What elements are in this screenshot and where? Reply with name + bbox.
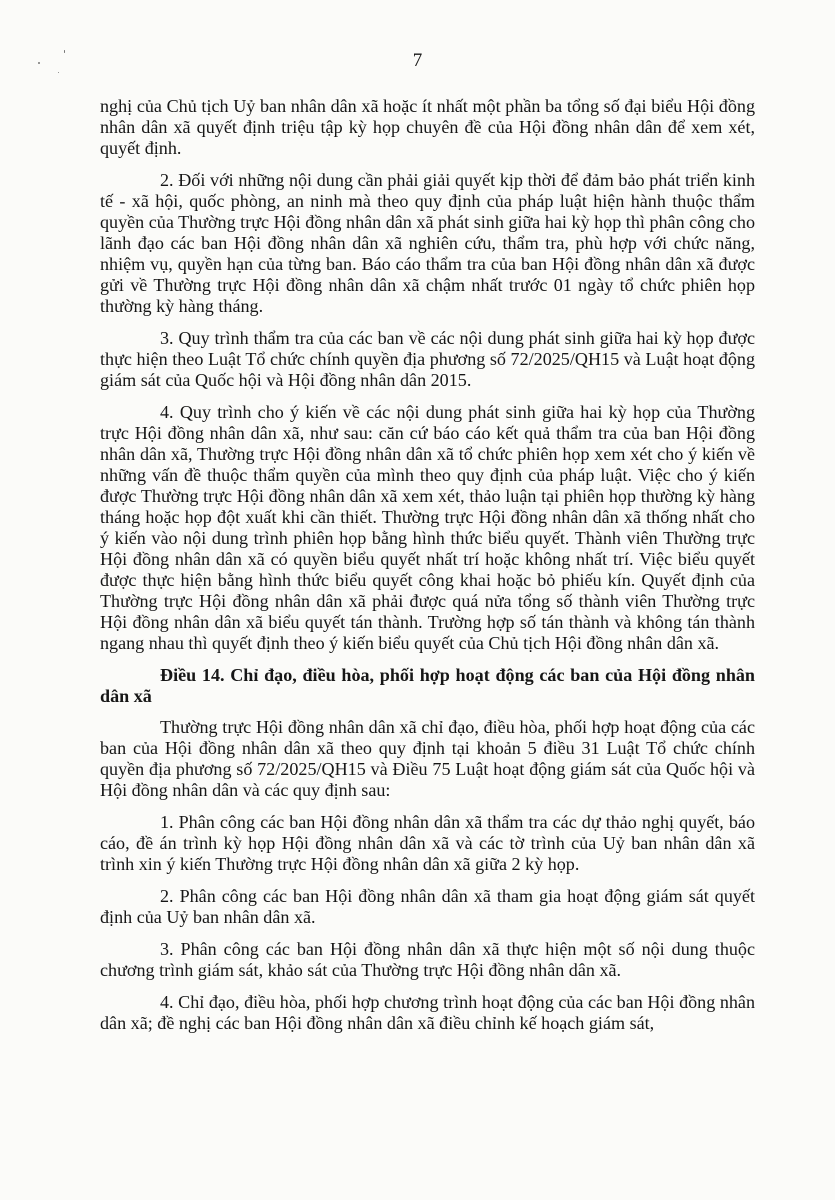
article-14-item-4: 4. Chỉ đạo, điều hòa, phối hợp chương trình hoạt động của các ban Hội đồng nhân dân xã; đề nghị các ban Hội đồng nhân dân xã điều chỉnh kế hoạch giám sát, (100, 992, 755, 1033)
article-14-item-3: 3. Phân công các ban Hội đồng nhân dân xã thực hiện một số nội dung thuộc chương trình giám sát, khảo sát của Thường trực Hội đồng nhân dân xã. (100, 939, 755, 980)
page-number: 7 (412, 50, 423, 71)
paragraph-item-2: 2. Đối với những nội dung cần phải giải quyết kịp thời để đảm bảo phát triển kinh tế - xã hội, quốc phòng, an ninh mà theo quy định của pháp luật hiện hành thuộc thẩm quyền của Thường trực Hội đồng nhân dân xã phát sinh giữa hai kỳ họp thì phân công cho lãnh đạo các ban Hội đồng nhân dân xã nghiên cứu, thẩm tra, phù hợp với chức năng, nhiệm vụ, quyền hạn của từng ban. Báo cáo thẩm tra của ban Hội đồng nhân dân xã được gửi về Thường trực Hội đồng nhân dân xã chậm nhất trước 01 ngày tổ chức phiên họp thường kỳ hàng tháng. (100, 170, 755, 316)
paragraph-item-3: 3. Quy trình thẩm tra của các ban về các nội dung phát sinh giữa hai kỳ họp được thực hiện theo Luật Tổ chức chính quyền địa phương số 72/2025/QH15 và Luật hoạt động giám sát của Quốc hội và Hội đồng nhân dân 2015. (100, 328, 755, 390)
scan-speck (58, 72, 59, 73)
document-body (100, 96, 755, 1034)
article-14-intro: Thường trực Hội đồng nhân dân xã chỉ đạo, điều hòa, phối hợp hoạt động của các ban của Hội đồng nhân dân xã theo quy định tại khoản 5 điều 31 Luật Tổ chức chính quyền địa phương số 72/2025/QH15 và Điều 75 Luật hoạt động giám sát của Quốc hội và Hội đồng nhân dân và các quy định sau: (100, 717, 755, 800)
paragraph-item-4: 4. Quy trình cho ý kiến về các nội dung phát sinh giữa hai kỳ họp của Thường trực Hội đồng nhân dân xã, như sau: căn cứ báo cáo kết quả thẩm tra của ban Hội đồng nhân dân xã, Thường trực Hội đồng nhân dân xã tổ chức phiên họp xem xét cho ý kiến về những vấn đề thuộc thẩm quyền của mình theo quy định của pháp luật. Việc cho ý kiến được Thường trực Hội đồng nhân dân xã xem xét, thảo luận tại phiên họp thường kỳ hàng tháng hoặc họp đột xuất khi cần thiết. Thường trực Hội đồng nhân dân xã thống nhất cho ý kiến vào nội dung trình phiên họp bằng hình thức biểu quyết. Thành viên Thường trực Hội đồng nhân dân xã có quyền biểu quyết nhất trí hoặc không nhất trí. Việc biểu quyết được thực hiện bằng hình thức biểu quyết công khai hoặc bỏ phiếu kín. Quyết định của Thường trực Hội đồng nhân dân xã phải được quá nửa tổng số thành viên Thường trực Hội đồng nhân dân xã biểu quyết tán thành. Trường hợp số tán thành và không tán thành ngang nhau thì quyết định theo ý kiến biểu quyết của Chủ tịch Hội đồng nhân dân xã. (100, 402, 755, 653)
paragraph-continuation: nghị của Chủ tịch Uỷ ban nhân dân xã hoặc ít nhất một phần ba tổng số đại biểu Hội đồng nhân dân xã quyết định triệu tập kỳ họp chuyên đề của Hội đồng nhân dân để xem xét, quyết định. (100, 96, 755, 158)
article-14-item-2: 2. Phân công các ban Hội đồng nhân dân xã tham gia hoạt động giám sát quyết định của Uỷ ban nhân dân xã. (100, 886, 755, 927)
article-14-heading: Điều 14. Chỉ đạo, điều hòa, phối hợp hoạt động các ban của Hội đồng nhân dân xã (100, 665, 755, 706)
article-14-item-1: 1. Phân công các ban Hội đồng nhân dân xã thẩm tra các dự thảo nghị quyết, báo cáo, đề án trình kỳ họp Hội đồng nhân dân xã và các tờ trình của Uỷ ban nhân dân xã trình xin ý kiến Thường trực Hội đồng nhân dân xã giữa 2 kỳ họp. (100, 812, 755, 874)
